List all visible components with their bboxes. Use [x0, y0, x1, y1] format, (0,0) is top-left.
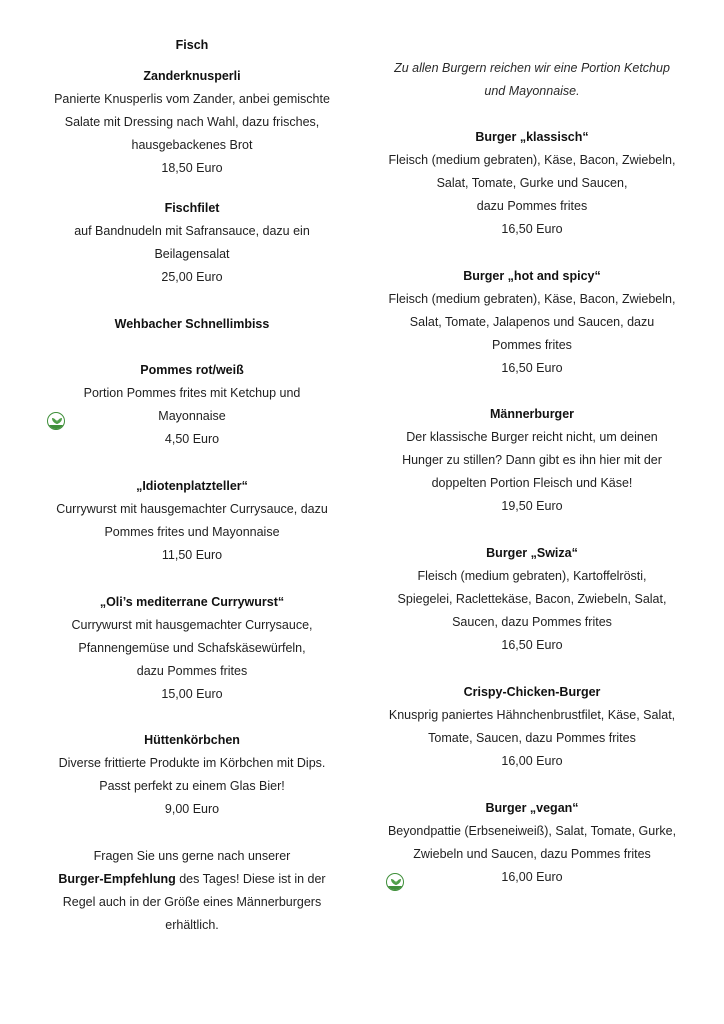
- item-name-pommes: Pommes rot/weiß: [140, 363, 244, 377]
- item-desc: Portion Pommes frites mit Ketchup und: [83, 386, 301, 400]
- item-desc: Beilagensalat: [154, 247, 230, 261]
- item-name-burger-hot-spicy: Burger „hot and spicy“: [463, 269, 601, 283]
- item-price: 9,00 Euro: [164, 802, 220, 816]
- item-name-maennerburger: Männerburger: [489, 407, 575, 421]
- item-price: 16,50 Euro: [501, 361, 563, 375]
- item-desc: Pommes frites: [492, 338, 572, 352]
- vegan-leaf-icon: [386, 873, 404, 891]
- item-price: 16,50 Euro: [501, 638, 563, 652]
- item-name-olis-currywurst: „Oli’s mediterrane Currywurst“: [99, 595, 285, 609]
- note-line: [12, 868, 372, 891]
- item-desc: auf Bandnudeln mit Safransauce, dazu ein: [74, 224, 310, 238]
- item-desc: Diverse frittierte Produkte im Körbchen mit Dips.: [58, 756, 326, 770]
- item-desc: Zwiebeln und Saucen, dazu Pommes frites: [413, 847, 651, 861]
- vegan-leaf-icon: [47, 412, 65, 430]
- item-desc: Fleisch (medium gebraten), Käse, Bacon, Zwiebeln,: [388, 292, 676, 306]
- item-desc: Beyondpattie (Erbseneiweiß), Salat, Tomate, Gurke,: [387, 824, 677, 838]
- item-price: 16,00 Euro: [501, 870, 563, 884]
- item-name-fischfilet: Fischfilet: [164, 201, 220, 215]
- note-line: Regel auch in der Größe eines Männerburgers: [62, 895, 322, 909]
- note-line: Fragen Sie uns gerne nach unserer: [93, 849, 291, 863]
- item-name-idiotenplatzteller: „Idiotenplatzteller“: [136, 479, 248, 493]
- section-title-fish: Fisch: [175, 38, 209, 52]
- item-price: 11,50 Euro: [161, 548, 223, 562]
- item-desc: Salat, Tomate, Gurke und Saucen,: [436, 176, 628, 190]
- item-desc: Mayonnaise: [158, 409, 226, 423]
- item-price: 25,00 Euro: [161, 270, 223, 284]
- item-desc: Spiegelei, Raclettekäse, Bacon, Zwiebeln, Salat,: [397, 592, 667, 606]
- item-price: 16,50 Euro: [501, 222, 563, 236]
- item-name-huettenkoerbchen: Hüttenkörbchen: [144, 733, 240, 747]
- burger-intro: und Mayonnaise.: [484, 84, 580, 98]
- item-price: 4,50 Euro: [164, 432, 220, 446]
- item-desc: Currywurst mit hausgemachter Currysauce,: [71, 618, 313, 632]
- item-price: 16,00 Euro: [501, 754, 563, 768]
- burger-intro: Zu allen Burgern reichen wir eine Portion Ketchup: [394, 61, 670, 75]
- note-text: des Tages! Diese ist in der: [175, 872, 326, 886]
- item-desc: Salate mit Dressing nach Wahl, dazu frisches,: [64, 115, 320, 129]
- item-desc: Salat, Tomate, Jalapenos und Saucen, dazu: [409, 315, 655, 329]
- item-desc: Fleisch (medium gebraten), Käse, Bacon, Zwiebeln,: [388, 153, 676, 167]
- item-desc: dazu Pommes frites: [476, 199, 588, 213]
- item-desc: hausgebackenes Brot: [131, 138, 253, 152]
- item-price: 19,50 Euro: [501, 499, 563, 513]
- item-desc: Knusprig paniertes Hähnchenbrustfilet, Käse, Salat,: [388, 708, 676, 722]
- item-name-burger-swiza: Burger „Swiza“: [486, 546, 578, 560]
- item-name-crispy-chicken-burger: Crispy-Chicken-Burger: [463, 685, 601, 699]
- item-desc: Pommes frites und Mayonnaise: [104, 525, 280, 539]
- item-name-burger-klassisch: Burger „klassisch“: [475, 130, 589, 144]
- item-desc: Passt perfekt zu einem Glas Bier!: [99, 779, 285, 793]
- section-title-schnellimbiss: Wehbacher Schnellimbiss: [114, 317, 270, 331]
- item-name-burger-vegan: Burger „vegan“: [485, 801, 579, 815]
- item-desc: Panierte Knusperlis vom Zander, anbei gemischte: [54, 92, 330, 106]
- item-desc: Tomate, Saucen, dazu Pommes frites: [428, 731, 636, 745]
- item-desc: Fleisch (medium gebraten), Kartoffelrösti,: [417, 569, 647, 583]
- item-desc: Hunger zu stillen? Dann gibt es ihn hier mit der: [402, 453, 662, 467]
- item-name-zanderknusperli: Zanderknusperli: [143, 69, 241, 83]
- item-desc: Der klassische Burger reicht nicht, um deinen: [406, 430, 658, 444]
- item-price: 15,00 Euro: [161, 687, 223, 701]
- item-desc: Currywurst mit hausgemachter Currysauce, dazu: [56, 502, 328, 516]
- item-desc: Saucen, dazu Pommes frites: [452, 615, 612, 629]
- item-desc: doppelten Portion Fleisch und Käse!: [431, 476, 633, 490]
- note-highlight: Burger-Empfehlung: [58, 872, 176, 886]
- note-line: erhältlich.: [165, 918, 219, 932]
- item-desc: Pfannengemüse und Schafskäsewürfeln,: [78, 641, 306, 655]
- item-desc: dazu Pommes frites: [136, 664, 248, 678]
- item-price: 18,50 Euro: [161, 161, 223, 175]
